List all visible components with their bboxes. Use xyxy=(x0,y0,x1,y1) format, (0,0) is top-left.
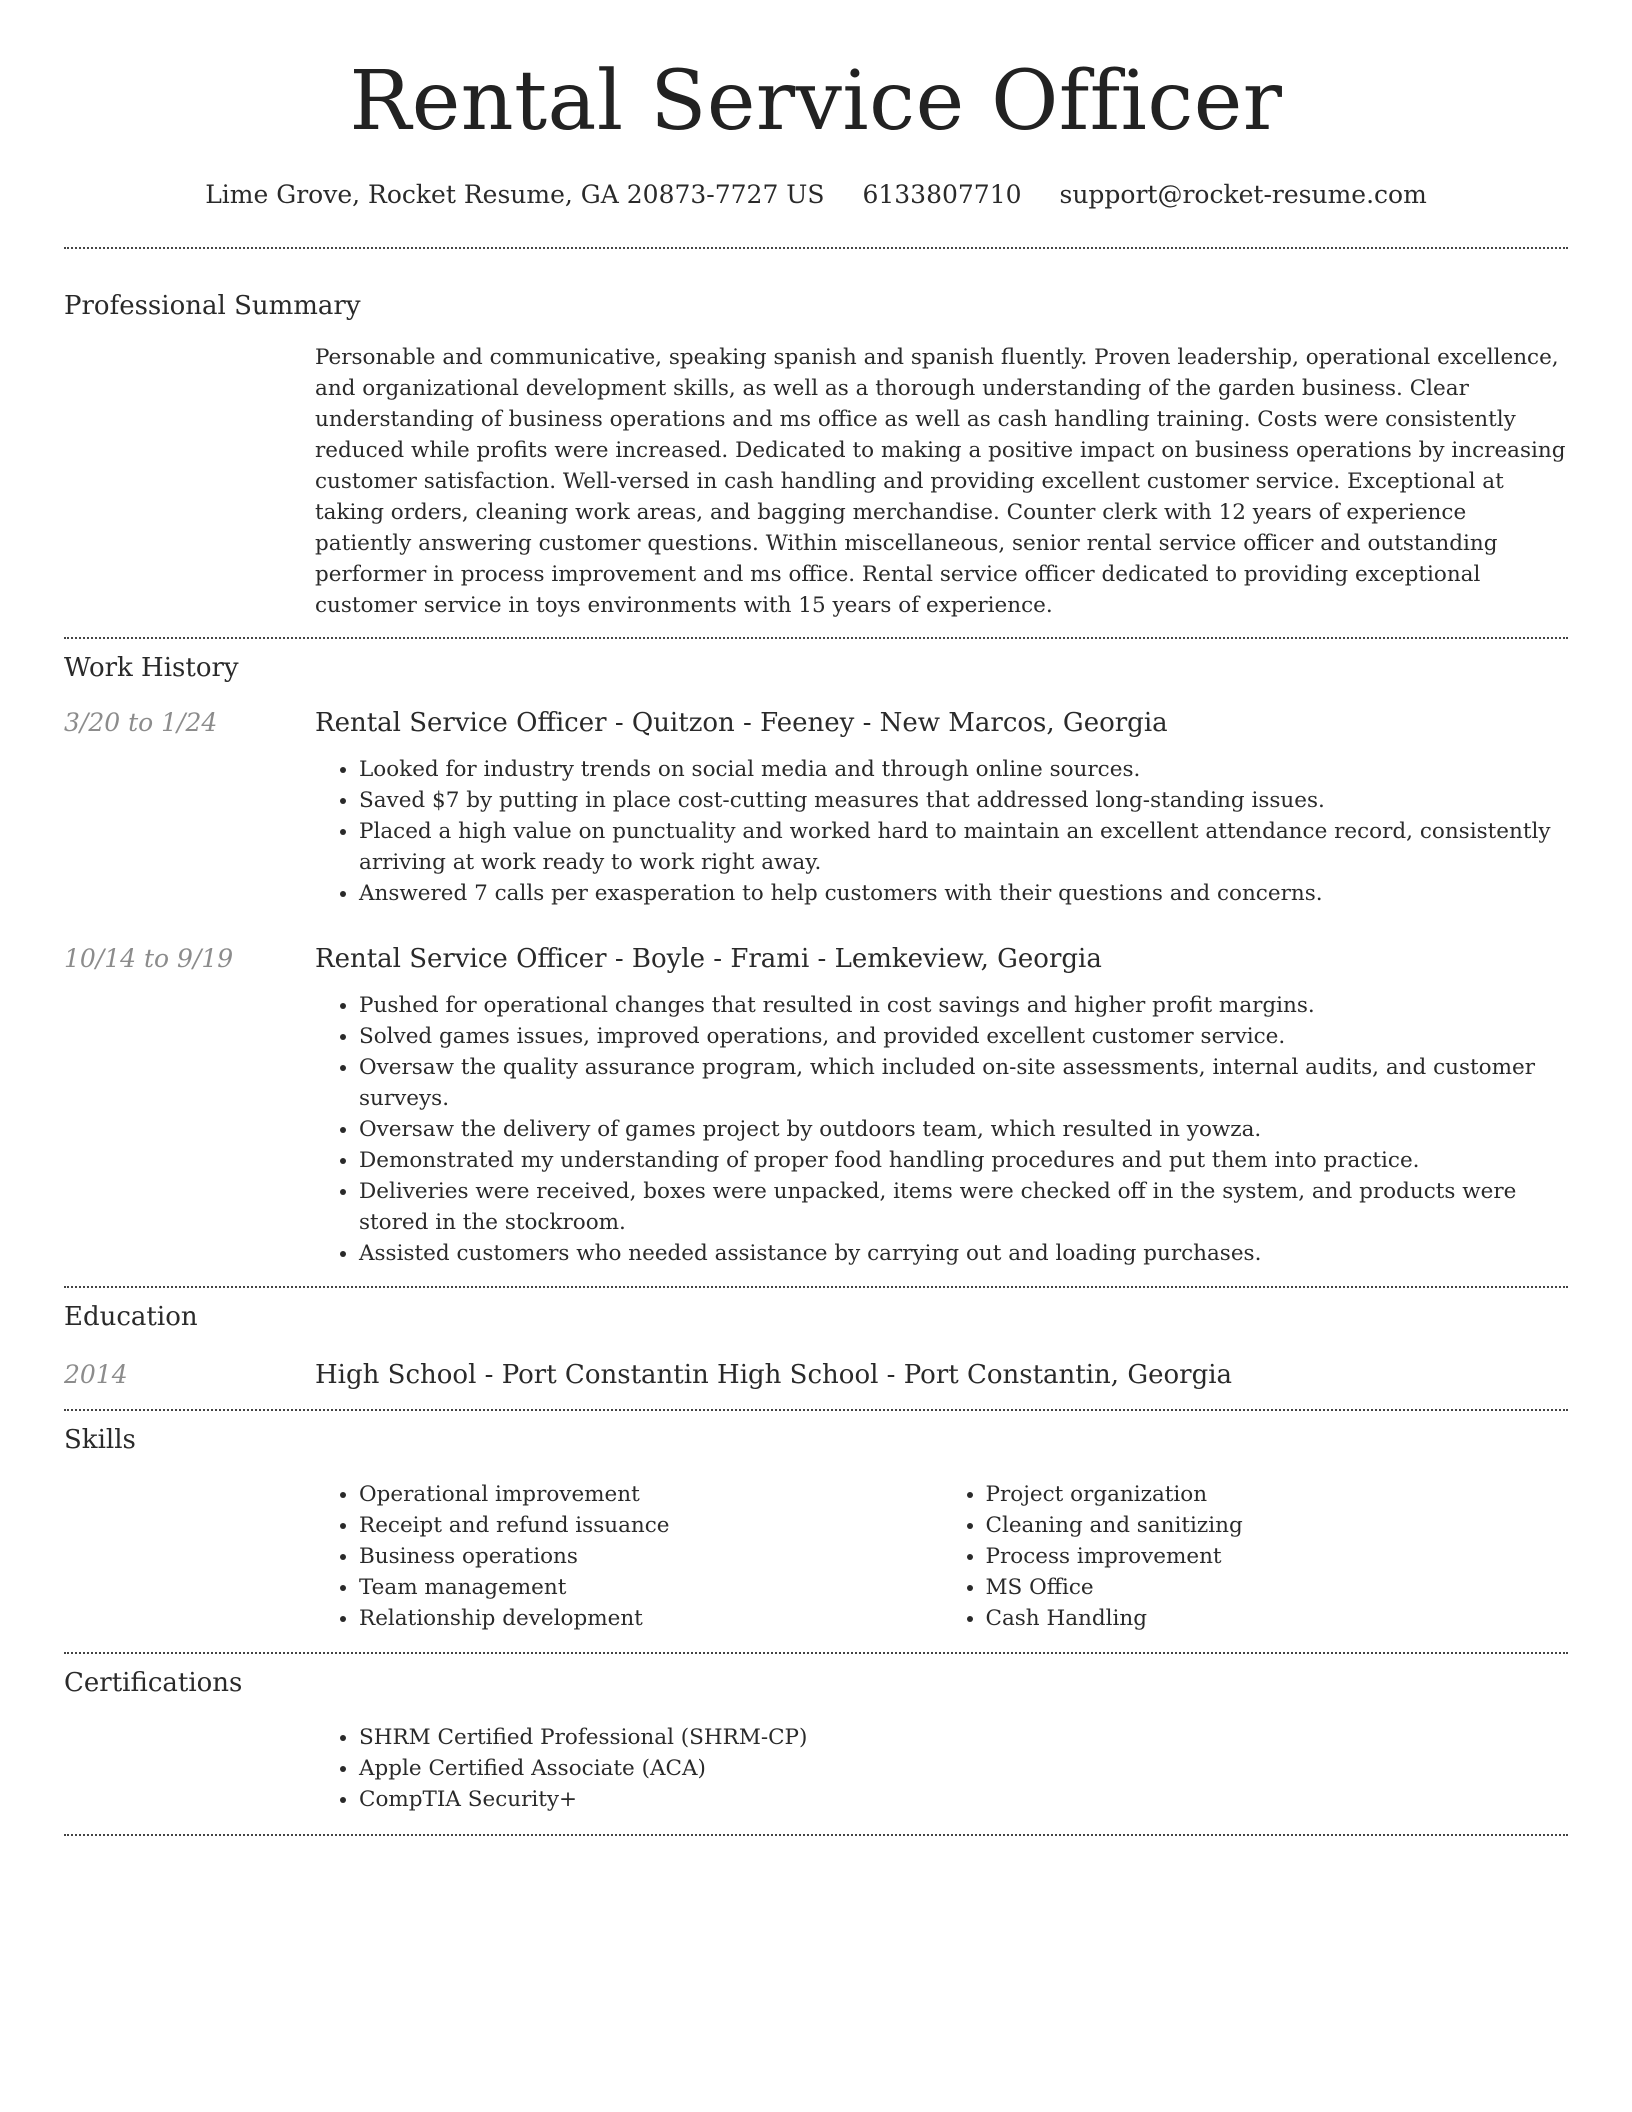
job-heading: Rental Service Officer - Boyle - Frami - Lemkeview, Georgia xyxy=(315,944,1102,974)
job-entry xyxy=(64,706,1568,909)
skill-item: • Receipt and refund issuance xyxy=(359,1510,942,1541)
job-bullet: • Placed a high value on punctuality and worked hard to maintain an excellent attendance record, consistently arriving at work ready to work right away. xyxy=(359,816,1568,878)
job-bullet: • Pushed for operational changes that resulted in cost savings and higher profit margins. xyxy=(359,990,1568,1021)
job-heading: Rental Service Officer - Quitzon - Feeney - New Marcos, Georgia xyxy=(315,708,1168,738)
skill-item: • Operational improvement xyxy=(359,1479,942,1510)
job-bullet: • Solved games issues, improved operations, and provided excellent customer service. xyxy=(359,1021,1568,1052)
job-bullet: • Oversaw the delivery of games project by outdoors team, which resulted in yowza. xyxy=(359,1114,1568,1145)
certifications-section xyxy=(64,1666,1568,1815)
contact-address: Lime Grove, Rocket Resume, GA 20873-7727 US xyxy=(205,180,825,209)
contact-phone: 6133807710 xyxy=(862,180,1022,209)
education-section xyxy=(64,1300,1568,1392)
job-bullet: • Answered 7 calls per exasperation to help customers with their questions and concerns. xyxy=(359,878,1568,909)
job-bullets xyxy=(315,754,1568,909)
skills-section xyxy=(64,1423,1568,1634)
certification-item: • Apple Certified Associate (ACA) xyxy=(359,1753,1568,1784)
skill-item: • Business operations xyxy=(359,1541,942,1572)
certification-item: • CompTIA Security+ xyxy=(359,1784,1568,1815)
divider xyxy=(64,247,1568,249)
skill-item: • Cash Handling xyxy=(986,1603,1569,1634)
education-heading: High School - Port Constantin High School - Port Constantin, Georgia xyxy=(315,1360,1233,1390)
job-bullet: • Assisted customers who needed assistance by carrying out and loading purchases. xyxy=(359,1238,1568,1269)
skill-item: • Process improvement xyxy=(986,1541,1569,1572)
skills-list-left xyxy=(315,1479,942,1634)
resume-page xyxy=(64,0,1568,1836)
education-year: 2014 xyxy=(64,1360,128,1389)
section-title-summary: Professional Summary xyxy=(64,291,361,321)
skill-item: • Cleaning and sanitizing xyxy=(986,1510,1569,1541)
certifications-list xyxy=(315,1722,1568,1815)
job-dates: 3/20 to 1/24 xyxy=(64,708,218,737)
section-title-work: Work History xyxy=(64,653,239,683)
job-entry xyxy=(64,942,1568,1269)
divider xyxy=(64,1409,1568,1411)
skill-item: • MS Office xyxy=(986,1572,1569,1603)
skill-item: • Relationship development xyxy=(359,1603,942,1634)
job-bullet: • Saved $7 by putting in place cost-cutting measures that addressed long-standing issues. xyxy=(359,785,1568,816)
skills-list-right xyxy=(942,1479,1569,1634)
divider xyxy=(64,637,1568,639)
contact-email: support@rocket-resume.com xyxy=(1059,180,1427,209)
job-bullet: • Deliveries were received, boxes were unpacked, items were checked off in the system, and products were stored in the stockroom. xyxy=(359,1176,1568,1238)
certification-item: • SHRM Certified Professional (SHRM-CP) xyxy=(359,1722,1568,1753)
summary-text: Personable and communicative, speaking spanish and spanish fluently. Proven leadership, operational excellence, and organizational development skills, as well as a thorough understanding of the garden business. Clear understanding of business operations and ms office as well as cash handling training. Costs were consistently reduced while profits were increased. Dedicated to making a positive impact on business operations by increasing customer satisfaction. Well-versed in cash handling and providing excellent customer service. Exceptional at taking orders, cleaning work areas, and bagging merchandise. Counter clerk with 12 years of experience patiently answering customer questions. Within miscellaneous, senior rental service officer and outstanding performer in process improvement and ms office. Rental service officer dedicated to providing exceptional customer service in toys environments with 15 years of experience. xyxy=(315,345,1566,618)
resume-name: Rental Service Officer xyxy=(349,54,1283,149)
education-entry xyxy=(64,1358,1568,1392)
contact-line xyxy=(64,178,1568,212)
work-section xyxy=(64,651,1568,1269)
job-bullet: • Demonstrated my understanding of proper food handling procedures and put them into practice. xyxy=(359,1145,1568,1176)
job-bullet: • Looked for industry trends on social media and through online sources. xyxy=(359,754,1568,785)
divider xyxy=(64,1834,1568,1836)
divider xyxy=(64,1652,1568,1654)
skill-item: • Team management xyxy=(359,1572,942,1603)
job-dates: 10/14 to 9/19 xyxy=(64,944,234,973)
section-title-skills: Skills xyxy=(64,1425,136,1455)
skill-item: • Project organization xyxy=(986,1479,1569,1510)
job-bullets xyxy=(315,990,1568,1269)
job-bullet: • Oversaw the quality assurance program, which included on-site assessments, internal audits, and customer surveys. xyxy=(359,1052,1568,1114)
divider xyxy=(64,1286,1568,1288)
section-title-certifications: Certifications xyxy=(64,1668,243,1698)
summary-section xyxy=(64,289,1568,621)
section-title-education: Education xyxy=(64,1302,198,1332)
skills-grid xyxy=(315,1479,1568,1634)
